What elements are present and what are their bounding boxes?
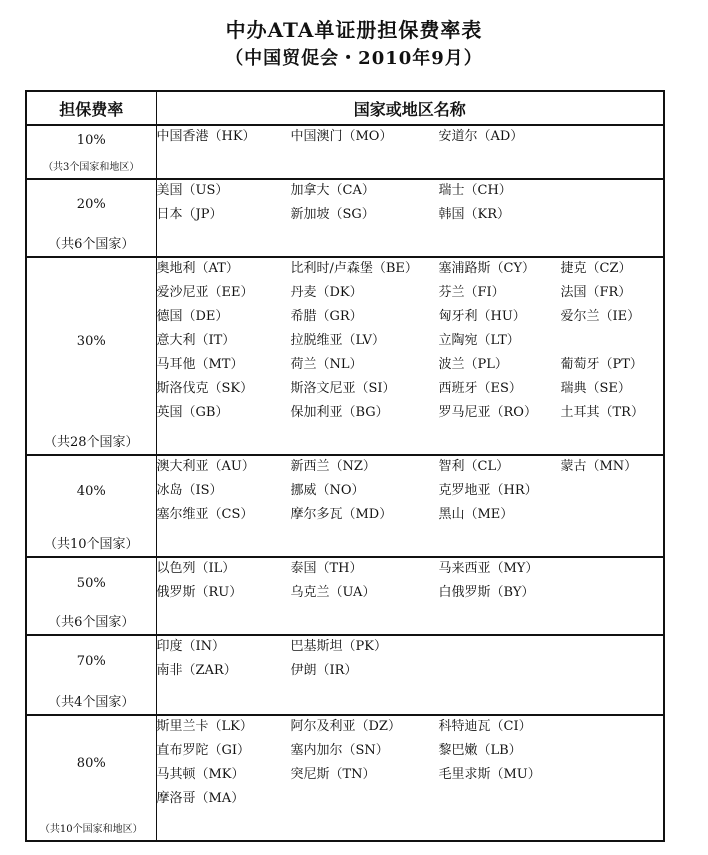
countries-cell — [156, 125, 664, 179]
country-line — [157, 504, 664, 528]
country-entry: 冰岛（IS） — [156, 483, 223, 498]
country-entry: 荷兰（NL） — [290, 357, 363, 372]
table-row — [26, 179, 664, 257]
table-body — [26, 125, 664, 841]
country-entry: 塞浦路斯（CY） — [438, 261, 536, 276]
rate-value: 10% — [76, 133, 106, 148]
country-entry: 突尼斯（TN） — [290, 767, 376, 782]
country-line — [157, 740, 664, 764]
rate-count-note: （共28个国家） — [43, 435, 139, 450]
country-entry: 澳大利亚（AU） — [156, 459, 255, 474]
country-entry: 希腊（GR） — [290, 309, 363, 324]
country-entry: 伊朗（IR） — [290, 663, 358, 678]
table-row — [26, 125, 664, 179]
country-entry: 美国（US） — [156, 183, 229, 198]
rate-count-note: （共10个国家） — [43, 537, 139, 552]
country-line — [157, 330, 664, 354]
country-entry: 匈牙利（HU） — [438, 309, 526, 324]
country-line — [157, 636, 664, 660]
countries-cell — [156, 455, 664, 557]
country-line — [157, 354, 664, 378]
guarantee-rate-table — [25, 90, 665, 842]
country-entry: 新加坡（SG） — [290, 207, 375, 222]
page-title: 中办ATA单证册担保费率表 — [225, 18, 483, 42]
country-line — [157, 480, 664, 504]
country-line — [157, 306, 664, 330]
country-entry: 西班牙（ES） — [438, 381, 522, 396]
country-entry: 塞内加尔（SN） — [290, 743, 389, 758]
rate-value: 40% — [76, 484, 106, 499]
country-entry: 克罗地亚（HR） — [438, 483, 538, 498]
country-entry: 巴基斯坦（PK） — [290, 639, 387, 654]
country-line — [157, 456, 664, 480]
rate-value: 30% — [76, 334, 106, 349]
country-entry: 乌克兰（UA） — [290, 585, 376, 600]
rate-value: 80% — [76, 756, 106, 771]
country-entry: 爱沙尼亚（EE） — [156, 285, 254, 300]
country-entry: 瑞士（CH） — [438, 183, 512, 198]
country-line — [157, 716, 664, 740]
rate-count-note: （共4个国家） — [48, 695, 135, 710]
country-entry: 新西兰（NZ） — [290, 459, 376, 474]
country-entry: 意大利（IT） — [156, 333, 236, 348]
countries-cell — [156, 715, 664, 841]
country-entry: 塞尔维亚（CS） — [156, 507, 254, 522]
country-line — [157, 258, 664, 282]
country-line — [157, 282, 664, 306]
rate-count-note: （共3个国家和地区） — [43, 162, 140, 173]
rate-cell — [26, 715, 156, 841]
rate-cell — [26, 635, 156, 715]
countries-cell — [156, 257, 664, 455]
country-entry: 韩国（KR） — [438, 207, 511, 222]
country-entry: 摩尔多瓦（MD） — [290, 507, 393, 522]
country-line — [157, 402, 664, 426]
country-line — [157, 558, 664, 582]
country-entry: 保加利亚（BG） — [290, 405, 389, 420]
table-header-row — [26, 91, 664, 125]
table-row — [26, 715, 664, 841]
country-entry: 黎巴嫩（LB） — [438, 743, 522, 758]
country-entry: 印度（IN） — [156, 639, 226, 654]
country-entry: 捷克（CZ） — [560, 261, 632, 276]
countries-cell — [156, 557, 664, 635]
country-entry: 挪威（NO） — [290, 483, 365, 498]
country-entry: 奥地利（AT） — [156, 261, 239, 276]
country-entry: 安道尔（AD） — [438, 129, 524, 144]
country-entry: 土耳其（TR） — [560, 405, 644, 420]
country-line — [157, 180, 664, 204]
table-row — [26, 635, 664, 715]
country-entry: 马耳他（MT） — [156, 357, 244, 372]
country-entry: 英国（GB） — [156, 405, 229, 420]
country-line — [157, 764, 664, 788]
country-entry: 芬兰（FI） — [438, 285, 505, 300]
table-row — [26, 455, 664, 557]
country-entry: 加拿大（CA） — [290, 183, 375, 198]
country-line — [157, 126, 664, 150]
country-entry: 德国（DE） — [156, 309, 229, 324]
rate-count-note: （共6个国家） — [48, 237, 135, 252]
page-subtitle: （中国贸促会・2010年9月） — [225, 48, 483, 69]
country-entry: 直布罗陀（GI） — [156, 743, 251, 758]
rate-value: 50% — [76, 576, 106, 591]
rate-count-note: （共10个国家和地区） — [39, 824, 143, 835]
country-entry: 斯洛伐克（SK） — [156, 381, 254, 396]
country-entry: 中国澳门（MO） — [290, 129, 393, 144]
country-entry: 以色列（IL） — [156, 561, 236, 576]
country-line — [157, 378, 664, 402]
country-entry: 马来西亚（MY） — [438, 561, 539, 576]
country-entry: 日本（JP） — [156, 207, 223, 222]
rate-value: 20% — [76, 197, 106, 212]
country-entry: 斯洛文尼亚（SI） — [290, 381, 396, 396]
rate-count-note: （共6个国家） — [48, 615, 135, 630]
rate-cell — [26, 125, 156, 179]
country-entry: 立陶宛（LT） — [438, 333, 520, 348]
country-line — [157, 204, 664, 228]
country-entry: 斯里兰卡（LK） — [156, 719, 253, 734]
country-line — [157, 788, 664, 812]
country-entry: 白俄罗斯（BY） — [438, 585, 535, 600]
country-entry: 科特迪瓦（CI） — [438, 719, 532, 734]
header-rate: 担保费率 — [26, 91, 156, 125]
country-entry: 毛里求斯（MU） — [438, 767, 541, 782]
country-line — [157, 582, 664, 606]
country-entry: 智利（CL） — [438, 459, 510, 474]
country-entry: 中国香港（HK） — [156, 129, 256, 144]
country-entry: 摩洛哥（MA） — [156, 791, 245, 806]
country-entry: 蒙古（MN） — [560, 459, 638, 474]
countries-cell — [156, 635, 664, 715]
country-entry: 丹麦（DK） — [290, 285, 363, 300]
country-entry: 马其顿（MK） — [156, 767, 245, 782]
country-entry: 法国（FR） — [560, 285, 632, 300]
country-entry: 罗马尼亚（RO） — [438, 405, 537, 420]
rate-cell — [26, 179, 156, 257]
country-entry: 爱尔兰（IE） — [560, 309, 641, 324]
country-entry: 葡萄牙（PT） — [560, 357, 643, 372]
rate-cell — [26, 455, 156, 557]
table-row — [26, 557, 664, 635]
table-row — [26, 257, 664, 455]
country-entry: 比利时/卢森堡（BE） — [290, 261, 418, 276]
country-entry: 阿尔及利亚（DZ） — [290, 719, 401, 734]
country-entry: 拉脱维亚（LV） — [290, 333, 385, 348]
rate-cell — [26, 257, 156, 455]
rate-cell — [26, 557, 156, 635]
country-entry: 瑞典（SE） — [560, 381, 631, 396]
country-entry: 泰国（TH） — [290, 561, 363, 576]
country-line — [157, 660, 664, 684]
rate-value: 70% — [76, 654, 106, 669]
country-entry: 波兰（PL） — [438, 357, 508, 372]
countries-cell — [156, 179, 664, 257]
country-entry: 南非（ZAR） — [156, 663, 237, 678]
country-entry: 黑山（ME） — [438, 507, 514, 522]
country-entry: 俄罗斯（RU） — [156, 585, 243, 600]
header-countries: 国家或地区名称 — [156, 91, 664, 125]
